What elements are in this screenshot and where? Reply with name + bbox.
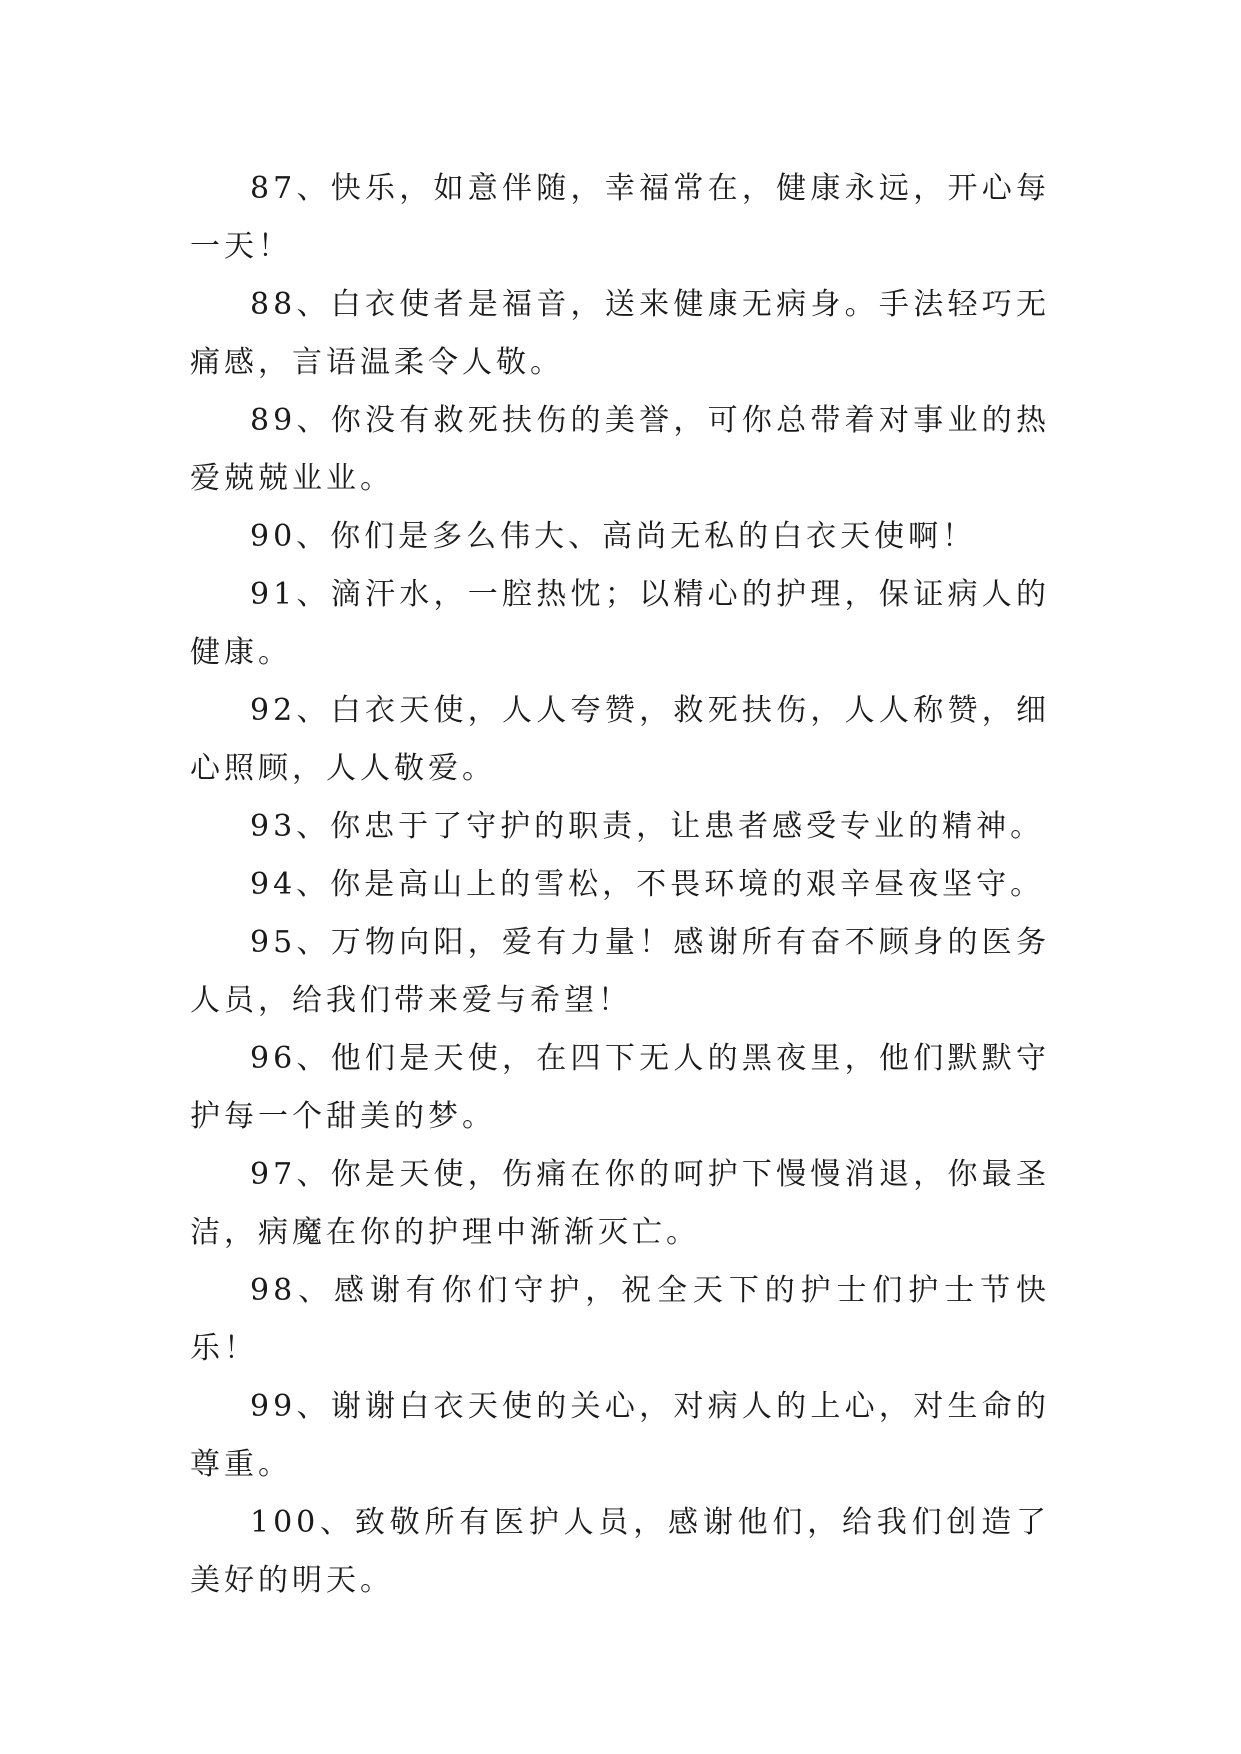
paragraph-92: 92、白衣天使，人人夸赞，救死扶伤，人人称赞，细心照顾，人人敬爱。 bbox=[190, 693, 1050, 786]
paragraph-97: 97、你是天使，伤痛在你的呵护下慢慢消退，你最圣洁，病魔在你的护理中渐渐灭亡。 bbox=[190, 1157, 1050, 1250]
paragraph-87: 87、快乐，如意伴随，幸福常在，健康永远，开心每一天！ bbox=[190, 171, 1050, 264]
paragraph-93: 93、你忠于了守护的职责，让患者感受专业的精神。 bbox=[250, 809, 1045, 844]
paragraph-91: 91、滴汗水，一腔热忱；以精心的护理，保证病人的健康。 bbox=[190, 577, 1050, 670]
paragraph-96: 96、他们是天使，在四下无人的黑夜里，他们默默守护每一个甜美的梦。 bbox=[190, 1041, 1050, 1134]
paragraph-88: 88、白衣使者是福音，送来健康无病身。手法轻巧无痛感，言语温柔令人敬。 bbox=[190, 287, 1050, 380]
paragraph-95: 95、万物向阳，爱有力量！感谢所有奋不顾身的医务人员，给我们带来爱与希望！ bbox=[190, 925, 1050, 1018]
paragraph-90: 90、你们是多么伟大、高尚无私的白衣天使啊！ bbox=[250, 519, 977, 554]
paragraph-94: 94、你是高山上的雪松，不畏环境的艰辛昼夜坚守。 bbox=[250, 867, 1045, 902]
document-body bbox=[190, 160, 1050, 1610]
paragraph-100: 100、致敬所有医护人员，感谢他们，给我们创造了美好的明天。 bbox=[190, 1505, 1050, 1598]
paragraph-98: 98、感谢有你们守护，祝全天下的护士们护士节快乐！ bbox=[190, 1273, 1050, 1366]
paragraph-99: 99、谢谢白衣天使的关心，对病人的上心，对生命的尊重。 bbox=[190, 1389, 1050, 1482]
paragraph-89: 89、你没有救死扶伤的美誉，可你总带着对事业的热爱兢兢业业。 bbox=[190, 403, 1050, 496]
